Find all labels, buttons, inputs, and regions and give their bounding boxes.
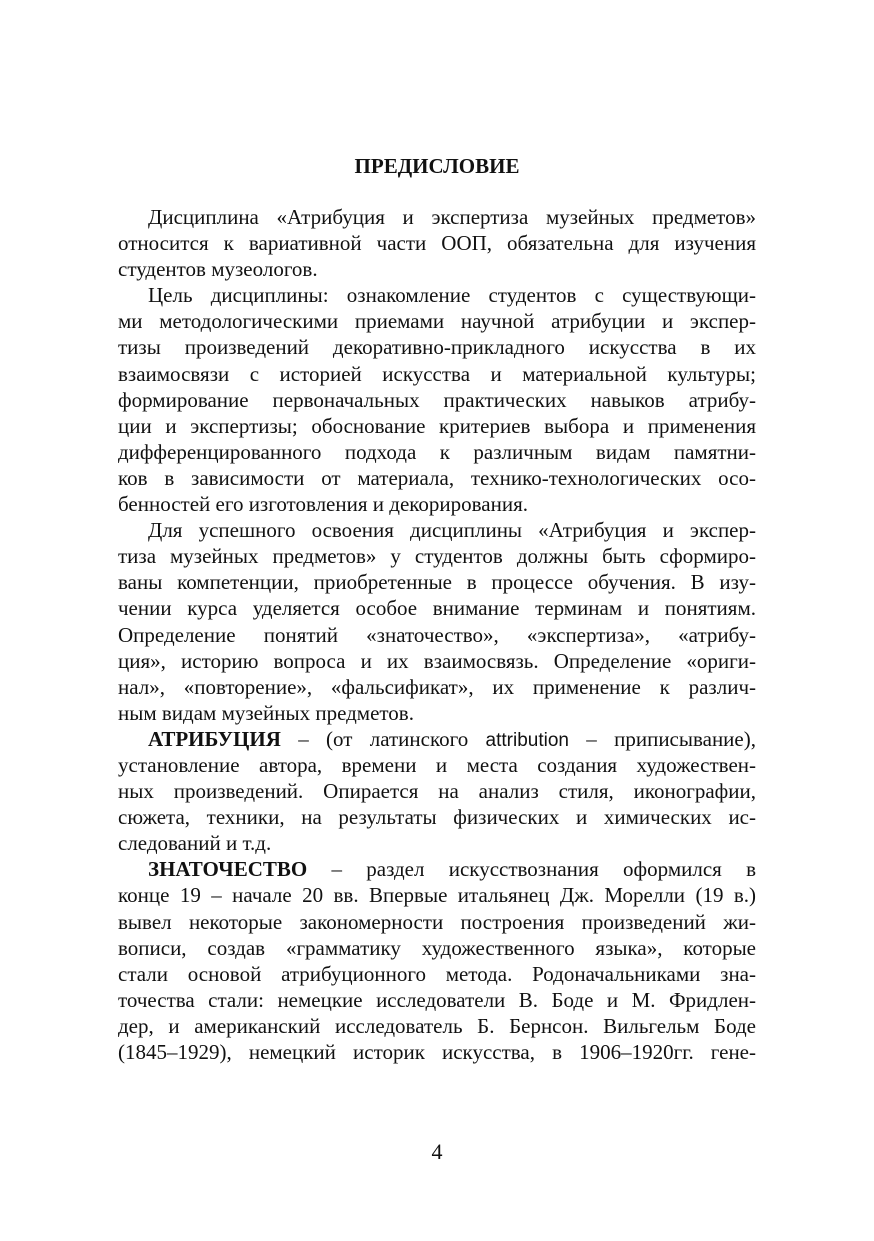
text-line: Дисциплина «Атрибуция и экспертиза музейных предметов»	[148, 205, 756, 229]
paragraph-attribution-definition	[118, 726, 756, 856]
text-line: Цель дисциплины: ознакомление студентов с существующи-	[148, 283, 756, 308]
text-line: конце 19 – начале 20 вв. Впервые итальянец Дж. Морелли (19 в.)	[118, 883, 756, 908]
text-line	[118, 856, 756, 882]
term-attribution: АТРИБУЦИЯ	[148, 726, 281, 751]
text-line: чении курса уделяется особое внимание терминам и понятиям.	[118, 596, 756, 621]
text-line: ным видам музейных предметов.	[118, 700, 414, 725]
text-line: сюжета, техники, на результаты физических и химических ис-	[118, 805, 756, 830]
term-connoisseurship: ЗНАТОЧЕСТВО	[148, 857, 308, 882]
page-number: 4	[431, 1139, 443, 1164]
paragraph-discipline-intro	[118, 204, 756, 282]
text-line: формирование первоначальных практических навыков атрибу-	[118, 387, 756, 412]
text-line: Для успешного освоения дисциплины «Атрибуция и экспер-	[148, 518, 756, 543]
text-line: установление автора, времени и места создания художествен-	[118, 752, 756, 777]
term-definition-continued: – приписывание),	[568, 726, 756, 751]
text-line: ции и экспертизы; обоснование критериев выбора и применения	[118, 413, 756, 438]
term-definition-start: – (от латинского	[280, 726, 486, 751]
text-line: точества стали: немецкие исследователи В. Боде и М. Фридлен-	[118, 987, 756, 1012]
page-title: ПРЕДИСЛОВИЕ	[354, 154, 520, 178]
text-line: (1845–1929), немецкий историк искусства, в 1906–1920гг. гене-	[118, 1040, 756, 1064]
text-line: относится к вариативной части ООП, обязательна для изучения	[118, 231, 756, 256]
text-line	[118, 726, 756, 752]
text-line: студентов музеологов.	[118, 257, 318, 282]
text-line: тизы произведений декоративно-прикладного искусства в их	[118, 335, 756, 360]
text-line: ция», историю вопроса и их взаимосвязь. Определение «ориги-	[118, 648, 756, 673]
text-line: взаимосвязи с историей искусства и материальной культуры;	[118, 361, 756, 386]
text-line: стали основой атрибуционного метода. Родоначальниками зна-	[118, 961, 756, 986]
text-line: ваны компетенции, приобретенные в процессе обучения. В изу-	[118, 570, 756, 595]
text-line: дер, и американский исследователь Б. Бернсон. Вильгельм Боде	[118, 1013, 756, 1038]
document-page	[118, 0, 756, 1241]
text-line: Определение понятий «знаточество», «экспертиза», «атрибу-	[118, 622, 756, 647]
text-line: тиза музейных предметов» у студентов должны быть сформиро-	[118, 544, 756, 569]
text-line: вывел некоторые закономерности построения произведений жи-	[118, 909, 756, 934]
text-line: вописи, создав «грамматику художественного языка», которые	[118, 935, 756, 960]
paragraph-connoisseurship-definition	[118, 856, 756, 1065]
text-line: ми методологическими приемами научной атрибуции и экспер-	[118, 309, 756, 334]
text-line: дифференцированного подхода к различным видам памятни-	[118, 439, 756, 464]
text-line: нал», «повторение», «фальсификат», их применение к различ-	[118, 674, 756, 699]
term-definition-start: – раздел искусствознания оформился в	[307, 857, 756, 882]
paragraph-discipline-goal	[118, 282, 756, 517]
text-line: ков в зависимости от материала, технико-технологических осо-	[118, 465, 756, 490]
text-line: бенностей его изготовления и декорирования.	[118, 492, 528, 517]
paragraph-competencies	[118, 517, 756, 726]
text-line: ных произведений. Опирается на анализ стиля, иконографии,	[118, 779, 756, 804]
foreign-word: attribution	[485, 729, 569, 751]
text-line: следований и т.д.	[118, 831, 272, 856]
body-text	[118, 204, 756, 1065]
